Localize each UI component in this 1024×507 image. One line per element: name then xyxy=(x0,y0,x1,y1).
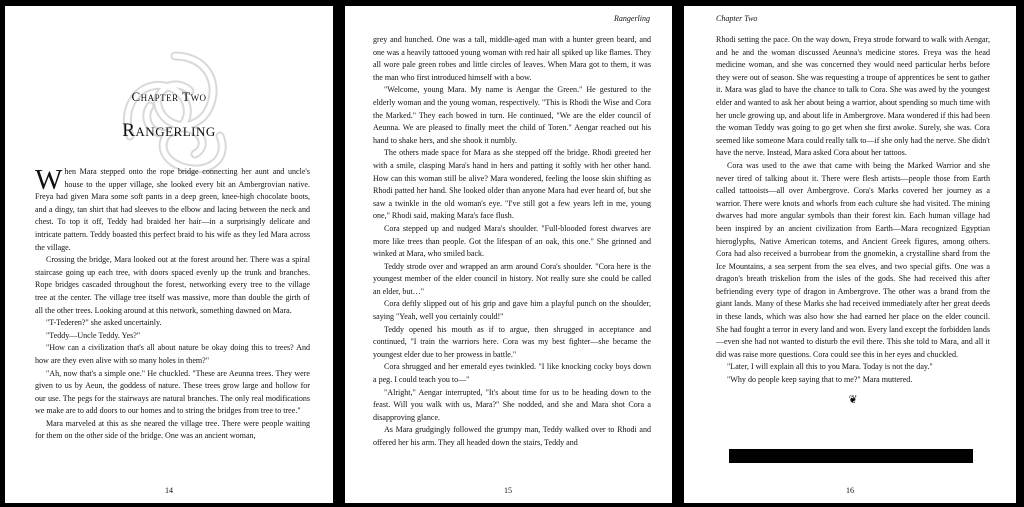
page-14-body xyxy=(35,166,310,443)
paragraph: grey and hunched. One was a tall, middle-aged man with a hunter green beard, and one was a heavily tattooed young woman with red hair all spiked up like flames. They all wore pale green robes and little circles of leaves. When Mara got to them, it was the man who first introduced himself with a bow. xyxy=(373,35,651,82)
paragraph: Rhodi setting the pace. On the way down, Freya strode forward to walk with Aengar, and he and the woman discussed Aeunna's medicine stores. Freya was the head medicine woman, and she was concerned they would need particular herbs before they were out of season. She was requesting a troupe of apprentices be sent to gather it. Mara was glad to have the chance to talk to Cora. She was awed by the youngest elder and wanted to ask her about being a warrior, about spending so much time with her uncle growing up, and about life in Ambergrove. Mara wondered if this had been the woman Teddy was going to go get when she first awoke. Surely, she was. Cora seemed like someone Mara could really talk to—if she only had the nerve. She didn't have the nerve. Instead, Mara asked Cora about her tattoos. xyxy=(716,35,990,158)
running-head: Chapter Two xyxy=(716,14,758,23)
page-16-body xyxy=(716,34,990,413)
paragraph: "Welcome, young Mara. My name is Aengar the Green." He gestured to the elderly woman and the young woman, respectively. "This is Rhodi the Wise and Cora the Marked." They each bowed in turn. He continued, "We are the elder council of Aeunna. We are pleased to finally meet the child of Toren." Aengar reached out his hand to shake hers, and she shook it numbly. xyxy=(373,85,651,145)
paragraph: Teddy strode over and wrapped an arm around Cora's shoulder. "Cora here is the youngest member of the elder council in history. Not really sure she could be called an elder, but…" xyxy=(373,261,651,296)
paragraph: "Alright," Aengar interrupted, "It's about time for us to be heading down to the feast. Will you walk with us, Mara?" She nodded, and she and Mara shot Cora a disapproving glance. xyxy=(373,387,651,422)
page-14 xyxy=(5,6,333,503)
paragraph: As Mara grudgingly followed the grumpy man, Teddy walked over to Rhodi and offered her his arm. They all headed down the stairs, Teddy and xyxy=(373,425,651,447)
paragraph: "Teddy—Uncle Teddy. Yes?" xyxy=(46,330,141,340)
paragraph: Teddy opened his mouth as if to argue, then shrugged in acceptance and continued, "I train the warriors here. Cora was my best fighter—she became the youngest elder due to her prowess in battle." xyxy=(373,324,651,359)
paragraph: "T-Tederen?" she asked uncertainly. xyxy=(46,318,162,328)
chapter-label: Chapter Two xyxy=(131,89,207,104)
celtic-knot-ornament xyxy=(100,36,250,186)
paragraph: Crossing the bridge, Mara looked out at the forest around her. There was a spiral staircase going up each tree, with doors spaced evenly up the trunk and branches. Rope bridges cascaded throughout the forest, networking every tree to the village tree at the center. The village tree itself was massive, more than double the girth of all the other trees. Looking around at this network, something dawned on Mara. xyxy=(35,255,310,315)
page-15-body xyxy=(373,34,651,450)
paragraph: "Later, I will explain all this to you Mara. Today is not the day." xyxy=(727,362,933,372)
paragraph xyxy=(35,166,310,254)
page-number: 14 xyxy=(165,486,173,495)
paragraph: "How can a civilization that's all about nature be okay doing this to trees? And how are they even alive with so many holes in them?" xyxy=(35,343,310,365)
redaction-bar xyxy=(729,449,973,463)
page-number: 15 xyxy=(504,486,512,495)
paragraph: Cora stepped up and nudged Mara's shoulder. "Full-blooded forest dwarves are more like trees than people. Got the lifespan of an oak, this one." She grinned and winked at Mara, who smiled back. xyxy=(373,223,651,259)
page-15 xyxy=(345,6,672,503)
paragraph: The others made space for Mara as she stepped off the bridge. Rhodi greeted her with a smile, clasping Mara's hand in hers and patting it softly with her other hand. How can this woman still be alive? Mara wondered, feeling the loose skin shifting as Rhodi patted her hand. She looked older than anyone Mara had ever heard of, but she saw a twinkle in the old woman's eye. "I've still got a few years left in me, young one," Rhodi said, making Mara's face flush. xyxy=(373,148,651,221)
section-separator-icon: ❦ xyxy=(848,393,858,406)
paragraph: Cora was used to the awe that came with being the Marked Warrior and she never tired of talking about it. There were flesh artists—people those from Earth called tattooists—all over Ambergrove. Cora's Marks covered her journey as a warrior. There were knots and whorls from each culture she had visited. The mining dwarves had more angular symbols than their forest kin. Each human village had been inspired by an ancient civilization from Earth—Mara recognized Egyptian hieroglyphs, Native American totems, and Ancient Greek figures, among others. Cora had also received a burrobear from the gnomekin, a crystalline shard from the Ice Mountains, a sea serpent from the sea elves, and two special gifts. One was a dragon's breath triskelion from the isles of the gods. She had received this after befriending every type of dragon in Ambergrove. The other was a brand from the giant lands. Many of these Marks she had received immediately after her great deeds in these lands, which was also how she had earned her place on the elder council. She had fought a terror in every land and won. Every land except the forbidden lands—even she had not wanted to disturb the evil there. This she told to Mara, and all it did was raise more questions. Cora could see this in her eyes and chuckled. xyxy=(716,160,990,359)
drop-cap: W xyxy=(35,164,63,196)
page-number: 16 xyxy=(846,486,854,495)
paragraph: Mara marveled at this as she neared the village tree. There were people waiting for them on the other side of the bridge. One was an ancient woman, xyxy=(35,418,310,441)
chapter-title: Rangerling xyxy=(122,120,216,141)
page-16 xyxy=(684,6,1016,503)
paragraph: "Ah, now that's a simple one." He chuckled. "These are Aeunna trees. They were given to us by Aeun, the goddess of nature. These trees grow large and hollow for our use. The pegs for the stairways are natural branches. The only real modifications we make are to add doors to our homes and to string the bridges from tree to tree." xyxy=(35,368,310,416)
paragraph: Cora shrugged and her emerald eyes twinkled. "I like knocking cocky boys down a peg. I could teach you to—" xyxy=(373,362,651,385)
paragraph: "Why do people keep saying that to me?" Mara muttered. xyxy=(727,375,913,385)
running-head: Rangerling xyxy=(614,14,650,23)
paragraph: Cora deftly slipped out of his grip and gave him a playful punch on the shoulder, saying "Yeah, well you certainly could!" xyxy=(373,299,651,322)
paragraph-text: hen Mara stepped onto the rope bridge connecting her aunt and uncle's house to the upper village, she looked every bit an Ambergrovian native. Freya had given Mara some soft pants in a deep green, knee-high chocolate boots, and a dingy, tan shirt that had sleeves to the elbow and lacing between the neck and chest. To top it off, Teddy had braided her hair—in a surprisingly delicate and intricate pattern. Teddy boasted this perfect braid to his wife as they led Mara across the village. xyxy=(35,167,310,252)
